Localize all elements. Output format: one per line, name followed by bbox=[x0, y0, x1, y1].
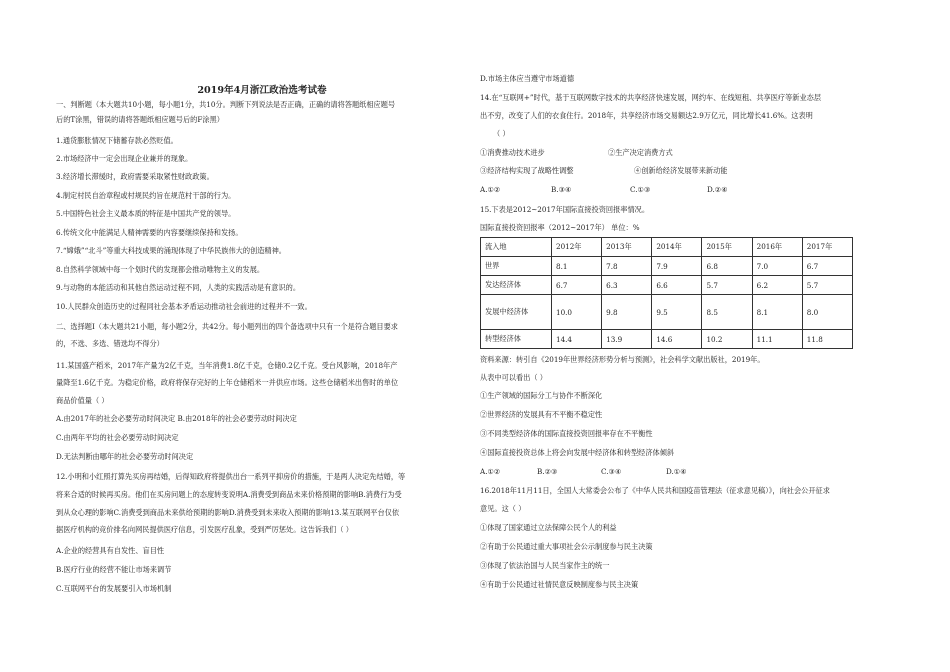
judge-item-7: 7.“嫦娥”“北斗”等重大科技成果的涌现体现了中华民族伟大的创造精神。 bbox=[56, 246, 286, 255]
table-cell: 5.7 bbox=[802, 276, 852, 295]
q15-line1: 15.下表是2012~2017年国际直接投资回报率情况。 bbox=[480, 205, 650, 214]
table-header-cell: 2015年 bbox=[702, 238, 752, 257]
table-cell: 6.7 bbox=[802, 257, 852, 276]
table-header-row bbox=[481, 238, 853, 257]
q14-line3: （ ） bbox=[493, 129, 510, 138]
q11-line2: 量降至1.6亿千克。为稳定价格，政府将保存完好的上年仓储稻米一并供应市场。这些仓储稻米出售时的单位 bbox=[56, 378, 399, 387]
table-header-cell: 2012年 bbox=[552, 238, 602, 257]
table-cell: 8.0 bbox=[802, 295, 852, 330]
table-header-cell: 2014年 bbox=[652, 238, 702, 257]
table-cell: 9.5 bbox=[652, 295, 702, 330]
judge-item-5: 5.中国特色社会主义最本质的特征是中国共产党的领导。 bbox=[56, 209, 236, 218]
table-cell: 6.2 bbox=[752, 276, 802, 295]
q15-opt3: ③不同类型经济体的国际直接投资回报率存在不平衡性 bbox=[480, 429, 653, 438]
q14-opt2: ②生产决定消费方式 bbox=[608, 148, 673, 157]
q16-line2: 意见。这（ ） bbox=[480, 504, 526, 513]
table-header-cell: 2017年 bbox=[802, 238, 852, 257]
table-cell: 6.7 bbox=[552, 276, 602, 295]
table-cell: 世界 bbox=[481, 257, 552, 276]
q14-opt1: ①消费推动技术进步 bbox=[480, 148, 545, 157]
q16-opt2: ②有助于公民通过重大事项社会公示制度参与民主决策 bbox=[480, 542, 653, 551]
table-cell: 转型经济体 bbox=[481, 330, 552, 349]
q11-line1: 11.某国盛产稻米，2017年产量为2亿千克，当年消费1.8亿千克，仓储0.2亿千克。受台风影响，2018年产 bbox=[56, 361, 398, 370]
q11-option-a: A.由2017年的社会必要劳动时间决定 B.由2018年的社会必要劳动时间决定 bbox=[56, 414, 297, 423]
q15-opt4: ④国际直接投资总体上将会向发展中经济体和转型经济体倾斜 bbox=[480, 448, 675, 457]
table-cell: 10.2 bbox=[702, 330, 752, 349]
table-header-cell: 2016年 bbox=[752, 238, 802, 257]
q14-line2: 出不穷，改变了人们的衣食住行。2018年，共享经济市场交易额达2.9万亿元，同比增长41.6%。这表明 bbox=[480, 111, 813, 120]
investment-return-table bbox=[480, 237, 853, 349]
q14-answer-c: C.①③ bbox=[630, 185, 651, 194]
judge-item-10: 10.人民群众创造历史的过程同社会基本矛盾运动推动社会前进的过程并不一致。 bbox=[56, 302, 312, 311]
q15-opt2: ②世界经济的发展具有不平衡不稳定性 bbox=[480, 410, 603, 419]
q15-answer-b: B.②③ bbox=[537, 467, 558, 476]
table-cell: 6.6 bbox=[652, 276, 702, 295]
table-row bbox=[481, 330, 853, 349]
table-cell: 14.6 bbox=[652, 330, 702, 349]
judge-item-9: 9.与动物的本能活动和其他自然运动过程不同，人类的实践活动是有意识的。 bbox=[56, 283, 301, 292]
table-row bbox=[481, 276, 853, 295]
table-cell: 8.5 bbox=[702, 295, 752, 330]
table-header-cell: 2013年 bbox=[602, 238, 652, 257]
table-cell: 10.0 bbox=[552, 295, 602, 330]
q14-opt3: ③经济结构实现了战略性调整 bbox=[480, 166, 574, 175]
table-header-cell: 流入地 bbox=[481, 238, 552, 257]
table-cell: 7.9 bbox=[652, 257, 702, 276]
section1-heading: 一、判断题（本大题共10小题，每小题1分，共10分。判断下列说法是否正确，正确的请将答题纸相应题号 bbox=[56, 100, 396, 109]
section1-heading-cont: 后的T涂黑，错误的请将答题纸相应题号后的F涂黑） bbox=[56, 115, 224, 124]
section2-heading-cont: 的，不选、多选、错选均不得分） bbox=[56, 339, 164, 348]
table-cell: 5.7 bbox=[702, 276, 752, 295]
q12-line3: 到从众心理的影响C.消费受到商品未来供给预期的影响D.消费受到未来收入预期的影响13.某互联网平台仅依 bbox=[56, 508, 400, 517]
q16-opt1: ①体现了国家通过立法保障公民个人的利益 bbox=[480, 523, 617, 532]
judge-item-1: 1.通货膨胀情况下储蓄存款必然贬值。 bbox=[56, 136, 178, 145]
q14-answer-d: D.②④ bbox=[707, 185, 728, 194]
q13-option-d: D.市场主体应当遵守市场道德 bbox=[480, 74, 575, 83]
judge-item-2: 2.市场经济中一定会出现企业兼并的现象。 bbox=[56, 154, 193, 163]
q14-opt4: ④创新给经济发展带来新动能 bbox=[634, 166, 728, 175]
table-cell: 14.4 bbox=[552, 330, 602, 349]
q15-answer-d: D.①④ bbox=[666, 467, 687, 476]
table-cell: 6.3 bbox=[602, 276, 652, 295]
q12-line4: 据医疗机构的竞价排名向网民提供医疗信息，引发医疗乱象，受到严厉惩处。这告诉我们（ ） bbox=[56, 525, 353, 534]
table-cell: 发展中经济体 bbox=[481, 295, 552, 330]
q15-table-caption: 国际直接投资回报率（2012~2017年） 单位：% bbox=[480, 223, 640, 232]
q13-option-b: B.医疗行业的经营不能让市场来调节 bbox=[56, 565, 172, 574]
judge-item-8: 8.自然科学领域中每一个划时代的发现都会推动唯物主义的发展。 bbox=[56, 265, 265, 274]
q11-option-c: C.由两年平均的社会必要劳动时间决定 bbox=[56, 433, 179, 442]
table-cell: 9.8 bbox=[602, 295, 652, 330]
judge-item-4: 4.制定村民自治章程或村规民约旨在规范村干部的行为。 bbox=[56, 191, 236, 200]
q15-source: 资料来源：转引自《2019年世界经济形势分析与预测》，社会科学文献出版社，2019年。 bbox=[480, 355, 765, 364]
table-cell: 11.8 bbox=[802, 330, 852, 349]
judge-item-3: 3.经济增长滞缓时，政府需要采取紧性财政政策。 bbox=[56, 172, 214, 181]
table-cell: 7.8 bbox=[602, 257, 652, 276]
table-row bbox=[481, 257, 853, 276]
q16-line1: 16.2018年11月11日，全国人大常委会公布了《中华人民共和国疫苗管理法（征求意见稿）》，向社会公开征求 bbox=[480, 486, 830, 495]
q11-option-d: D.无法判断由哪年的社会必要劳动时间决定 bbox=[56, 452, 194, 461]
q13-option-a: A.企业的经营具有自发性、盲目性 bbox=[56, 546, 165, 555]
section2-heading: 二、选择题Ⅰ（本大题共21小题，每小题2分，共42分。每小题列出的四个备选项中只有一个是符合题目要求 bbox=[56, 322, 398, 331]
table-cell: 8.1 bbox=[552, 257, 602, 276]
q13-option-c: C.互联网平台的发展要引入市场机制 bbox=[56, 584, 172, 593]
q15-answer-c: C.③④ bbox=[601, 467, 622, 476]
q16-opt4: ④有助于公民通过社情民意反映制度参与民主决策 bbox=[480, 580, 639, 589]
q12-line1: 12.小明和小红照打算先买房再结婚，后得知政府将提供出台一系列平抑房价的措施，于是两人决定先结婚，等 bbox=[56, 472, 406, 481]
q14-line1: 14.在“互联网+”时代，基于互联网数字技术的共享经济快速发展，网约车、在线短租、共享医疗等新业态层 bbox=[480, 93, 822, 102]
q15-opt1: ①生产领域的国际分工与协作不断深化 bbox=[480, 391, 603, 400]
q15-answer-a: A.①② bbox=[480, 467, 501, 476]
q16-opt3: ③体现了依法治国与人民当家作主的统一 bbox=[480, 561, 610, 570]
q14-answer-a: A.①② bbox=[480, 185, 501, 194]
table-row bbox=[481, 295, 853, 330]
table-cell: 7.0 bbox=[752, 257, 802, 276]
table-cell: 13.9 bbox=[602, 330, 652, 349]
page-title: 2019年4月浙江政治选考试卷 bbox=[197, 85, 327, 96]
q12-line2: 将来合适的时候再买房。他们在买房问题上的态度转变说明A.消费受到商品未来价格预期的影响B.消费行为受 bbox=[56, 490, 402, 499]
table-cell: 6.8 bbox=[702, 257, 752, 276]
table-cell: 发达经济体 bbox=[481, 276, 552, 295]
judge-item-6: 6.传统文化中能满足人精神需要的内容要继续保持和发扬。 bbox=[56, 228, 243, 237]
table-cell: 8.1 bbox=[752, 295, 802, 330]
q15-ask: 从表中可以看出（ ） bbox=[480, 373, 547, 382]
q14-answer-b: B.③④ bbox=[551, 185, 572, 194]
q11-line3: 商品价值量（ ） bbox=[56, 396, 109, 405]
table-cell: 11.1 bbox=[752, 330, 802, 349]
